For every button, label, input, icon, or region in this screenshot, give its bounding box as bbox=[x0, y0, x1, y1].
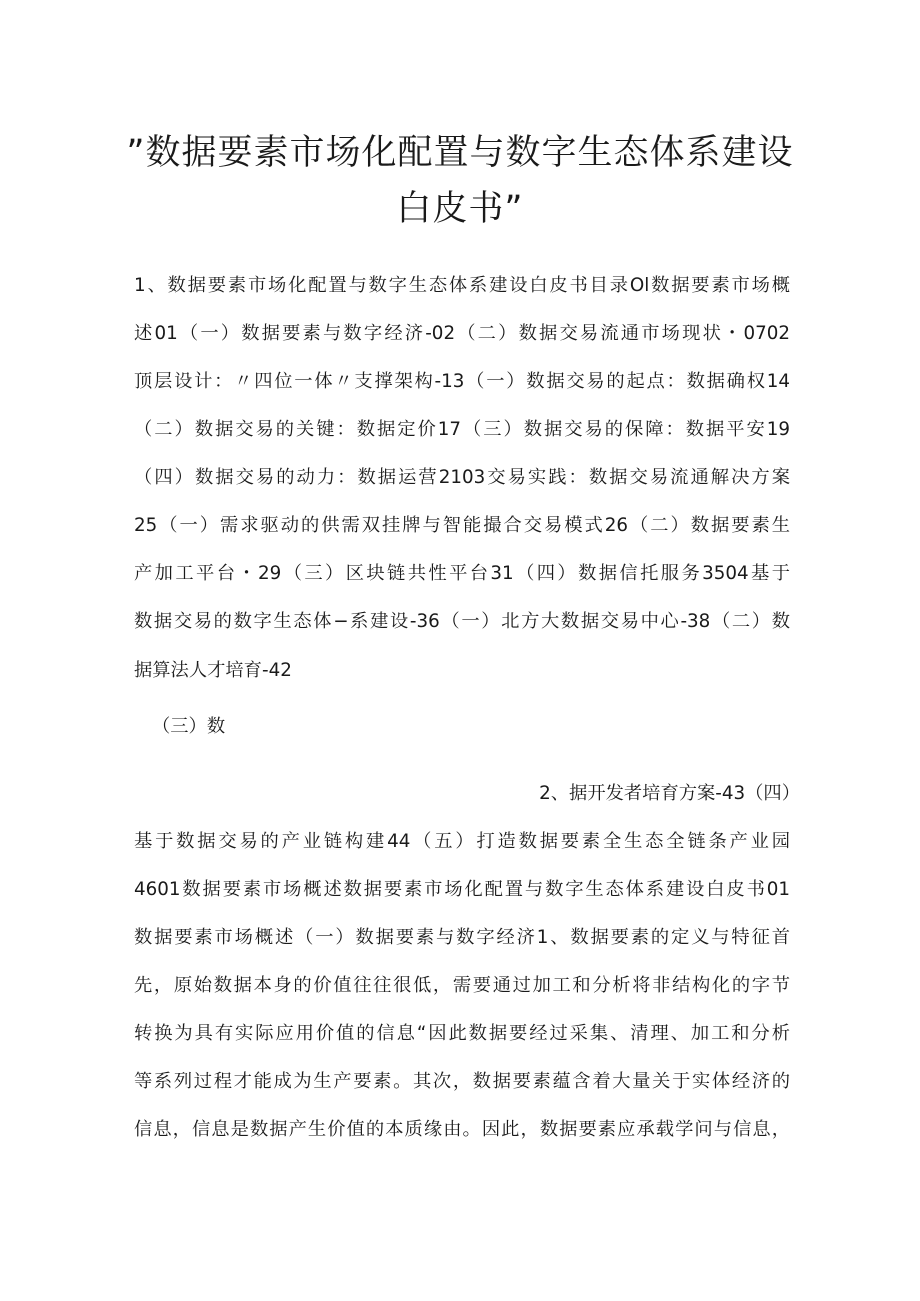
paragraph-line: 数据交易的数字生态体−系建设-36（一）北方大数据交易中心-38（二）数 bbox=[134, 611, 790, 632]
document-title-line-1: ”数据要素市场化配置与数字生态体系建设 bbox=[126, 133, 794, 173]
paragraph-line: 产加工平台・29（三）区块链共性平台31（四）数据信托服务3504基于 bbox=[134, 563, 790, 584]
paragraph-line: （四）数据交易的动力：数据运营2103交易实践：数据交易流通解决方案 bbox=[134, 467, 790, 488]
paragraph-fragment: （三）数 bbox=[152, 716, 226, 737]
paragraph-line: 等系列过程才能成为生产要素。其次，数据要素蕴含着大量关于实体经济的 bbox=[134, 1071, 790, 1092]
paragraph-line: 25（一）需求驱动的供需双挂牌与智能撮合交易模式26（二）数据要素生 bbox=[134, 515, 790, 536]
paragraph-line: 据算法人才培育-42 bbox=[134, 660, 292, 681]
document-title-line-2: 白皮书” bbox=[396, 189, 524, 229]
paragraph-line: 顶层设计：〃四位一体〃支撑架构-13（一）数据交易的起点：数据确权14 bbox=[134, 371, 790, 392]
paragraph-line: （二）数据交易的关键：数据定价17（三）数据交易的保障：数据平安19 bbox=[134, 419, 790, 440]
paragraph-line: 1、数据要素市场化配置与数字生态体系建设白皮书目录Ol数据要素市场概 bbox=[134, 275, 790, 296]
numbered-item-line: 2、据开发者培育方案-43（四） bbox=[539, 783, 800, 804]
paragraph-line: 4601数据要素市场概述数据要素市场化配置与数字生态体系建设白皮书01 bbox=[134, 879, 790, 900]
paragraph-line: 述01（一）数据要素与数字经济-02（二）数据交易流通市场现状・0702 bbox=[134, 323, 790, 344]
paragraph-line: 数据要素市场概述（一）数据要素与数字经济1、数据要素的定义与特征首 bbox=[134, 927, 790, 948]
paragraph-line: 信息，信息是数据产生价值的本质缘由。因此，数据要素应承载学问与信息， bbox=[134, 1119, 790, 1140]
paragraph-line: 转换为具有实际应用价值的信息“因此数据要经过采集、清理、加工和分析 bbox=[134, 1023, 790, 1044]
paragraph-line: 基于数据交易的产业链构建44（五）打造数据要素全生态全链条产业园 bbox=[134, 831, 790, 852]
paragraph-line: 先，原始数据本身的价值往往很低，需要通过加工和分析将非结构化的字节 bbox=[134, 975, 790, 996]
